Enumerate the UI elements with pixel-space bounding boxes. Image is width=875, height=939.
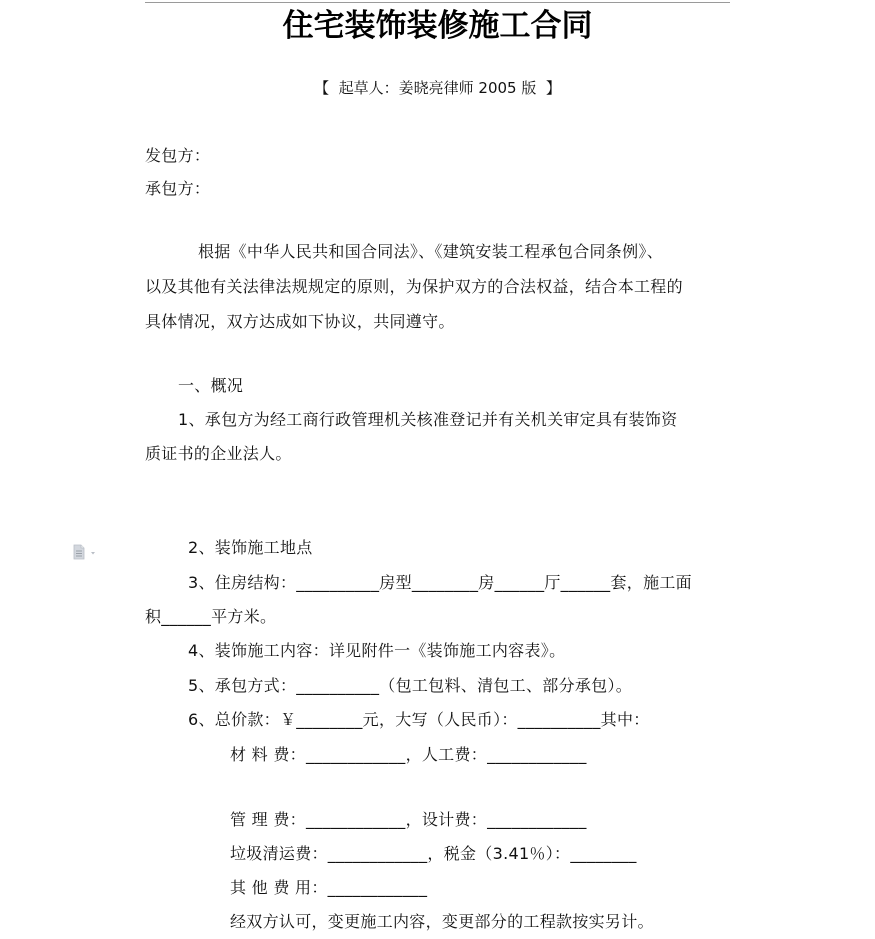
section-heading: 一、概况 (178, 376, 244, 395)
header-rule (145, 2, 730, 3)
document-title: 住宅装饰装修施工合同 (282, 8, 593, 44)
fee-material-labor: 材 料 费：____________，人工费：____________ (230, 745, 587, 764)
item-6: 6、总价款：￥________元，大写（人民币）：__________其中： (188, 710, 650, 729)
item-1-line-2: 质证书的企业法人。 (145, 444, 292, 463)
contractor-label: 承包方： (145, 179, 211, 198)
preamble-line-2: 以及其他有关法律法规规定的原则，为保护双方的合法权益，结合本工程的 (145, 277, 683, 296)
fee-other: 其 他 费 用：____________ (230, 878, 428, 897)
fee-management-design: 管 理 费：____________，设计费：____________ (230, 810, 587, 829)
item-3-line-2: 积______平方米。 (145, 607, 277, 626)
item-4: 4、装饰施工内容：详见附件一《装饰施工内容表》。 (188, 641, 566, 660)
item-5: 5、承包方式：__________（包工包料、清包工、部分承包）。 (188, 676, 633, 695)
employer-label: 发包方： (145, 146, 211, 165)
document-paragraph-icon[interactable] (72, 543, 100, 561)
item-3-line-1: 3、住房结构：__________房型________房______厅______套，施工面 (188, 573, 692, 592)
preamble-line-1: 根据《中华人民共和国合同法》、《建筑安装工程承包合同条例》、 (198, 242, 664, 261)
item-2: 2、装饰施工地点 (188, 538, 313, 557)
item-1-line-1: 1、承包方为经工商行政管理机关核准登记并有关机关审定具有装饰资 (178, 410, 678, 429)
preamble-line-3: 具体情况，双方达成如下协议，共同遵守。 (145, 312, 455, 331)
document-subtitle: 【 起草人：姜晓亮律师 2005 版 】 (314, 79, 561, 97)
fee-waste-tax: 垃圾清运费：____________，税金（3.41％）：________ (230, 844, 637, 863)
fee-note: 经双方认可，变更施工内容，变更部分的工程款按实另计。 (230, 912, 654, 931)
